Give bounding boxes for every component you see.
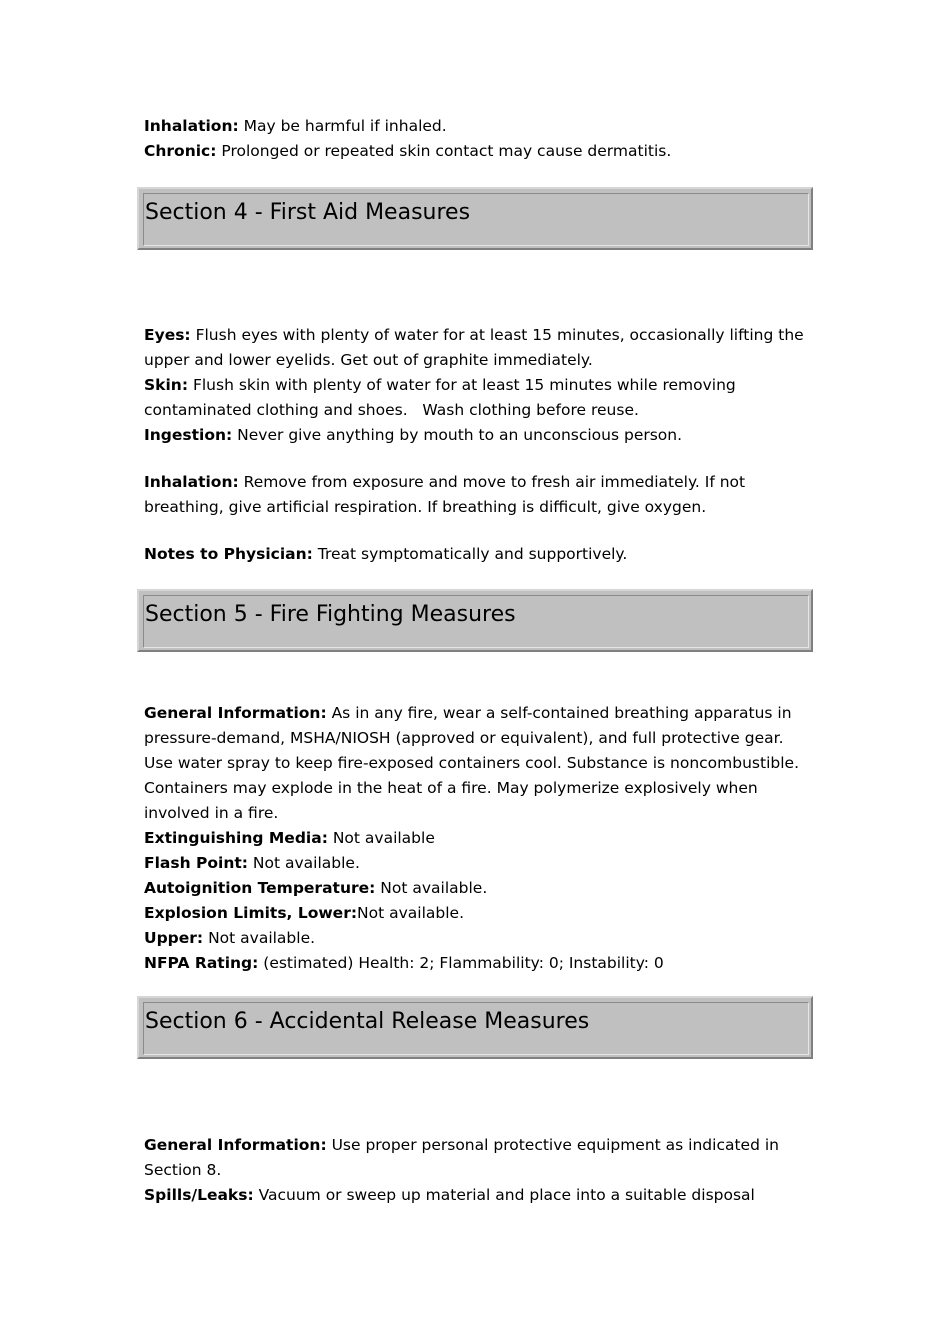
eyes-label: Eyes:: [144, 326, 191, 344]
upper-label: Upper:: [144, 929, 204, 947]
flash-point-label: Flash Point:: [144, 854, 248, 872]
chronic-text: Prolonged or repeated skin contact may cause dermatitis.: [216, 142, 672, 160]
first-aid-inhalation-block: [144, 470, 824, 520]
flash-point-text: Not available.: [247, 854, 360, 872]
first-aid-inhalation-line-2: breathing, give artificial respiration. If breathing is difficult, give oxygen.: [144, 498, 707, 516]
first-aid-inhalation-text-1: Remove from exposure and move to fresh air immediately. If not: [238, 473, 746, 491]
fire-general-text-1: As in any fire, wear a self-contained breathing apparatus in: [326, 704, 792, 722]
ingestion-line: [144, 423, 824, 448]
nfpa-label: NFPA Rating:: [144, 954, 259, 972]
first-aid-block: [144, 323, 824, 448]
nfpa-text: (estimated) Health: 2; Flammability: 0; Instability: 0: [258, 954, 664, 972]
explosion-lower-line: [144, 901, 824, 926]
release-general-line-1: [144, 1133, 824, 1158]
extinguishing-text: Not available: [327, 829, 435, 847]
fire-general-line-1: [144, 701, 824, 726]
autoignition-text: Not available.: [375, 879, 488, 897]
notes-label: Notes to Physician:: [144, 545, 313, 563]
upper-line: [144, 926, 824, 951]
section-5-title: Section 5 - Fire Fighting Measures: [145, 602, 516, 627]
release-general-line-2: Section 8.: [144, 1161, 222, 1179]
fire-general-label: General Information:: [144, 704, 327, 722]
flash-point-line: [144, 851, 824, 876]
ingestion-label: Ingestion:: [144, 426, 233, 444]
accidental-release-block: [144, 1133, 824, 1208]
spills-text: Vacuum or sweep up material and place into a suitable disposal: [253, 1186, 755, 1204]
skin-line-1: [144, 373, 824, 398]
release-general-text-1: Use proper personal protective equipment as indicated in: [326, 1136, 779, 1154]
chronic-label: Chronic:: [144, 142, 217, 160]
inhalation-hazard-text: May be harmful if inhaled.: [238, 117, 447, 135]
section-4-header: [137, 187, 813, 250]
extinguishing-label: Extinguishing Media:: [144, 829, 328, 847]
health-effects-continued: [144, 114, 824, 164]
spills-label: Spills/Leaks:: [144, 1186, 254, 1204]
fire-fighting-block: [144, 701, 824, 976]
extinguishing-line: [144, 826, 824, 851]
inhalation-hazard-label: Inhalation:: [144, 117, 239, 135]
eyes-line-2: upper and lower eyelids. Get out of graphite immediately.: [144, 351, 593, 369]
eyes-text-1: Flush eyes with plenty of water for at least 15 minutes, occasionally lifting the: [190, 326, 804, 344]
inhalation-hazard-line: [144, 114, 824, 139]
chronic-line: [144, 139, 824, 164]
ingestion-text: Never give anything by mouth to an unconscious person.: [232, 426, 683, 444]
section-5-header: [137, 589, 813, 652]
fire-general-line-5: involved in a fire.: [144, 804, 279, 822]
section-4-title: Section 4 - First Aid Measures: [145, 200, 471, 225]
section-6-title: Section 6 - Accidental Release Measures: [145, 1009, 590, 1034]
eyes-line-1: [144, 323, 824, 348]
notes-line: [144, 542, 824, 567]
skin-label: Skin:: [144, 376, 189, 394]
skin-line-2: contaminated clothing and shoes. Wash clothing before reuse.: [144, 401, 639, 419]
spills-line: [144, 1183, 824, 1208]
release-general-label: General Information:: [144, 1136, 327, 1154]
skin-text-1: Flush skin with plenty of water for at least 15 minutes while removing: [188, 376, 736, 394]
first-aid-inhalation-line-1: [144, 470, 824, 495]
autoignition-line: [144, 876, 824, 901]
explosion-lower-label: Explosion Limits, Lower:: [144, 904, 358, 922]
nfpa-line: [144, 951, 824, 976]
fire-general-line-4: Containers may explode in the heat of a fire. May polymerize explosively when: [144, 779, 758, 797]
upper-text: Not available.: [203, 929, 316, 947]
explosion-lower-text: Not available.: [357, 904, 465, 922]
fire-general-line-2: pressure-demand, MSHA/NIOSH (approved or equivalent), and full protective gear.: [144, 729, 784, 747]
autoignition-label: Autoignition Temperature:: [144, 879, 376, 897]
fire-general-line-3: Use water spray to keep fire-exposed containers cool. Substance is noncombustible.: [144, 754, 799, 772]
notes-block: [144, 542, 824, 567]
section-6-header: [137, 996, 813, 1059]
first-aid-inhalation-label: Inhalation:: [144, 473, 239, 491]
notes-text: Treat symptomatically and supportively.: [312, 545, 628, 563]
